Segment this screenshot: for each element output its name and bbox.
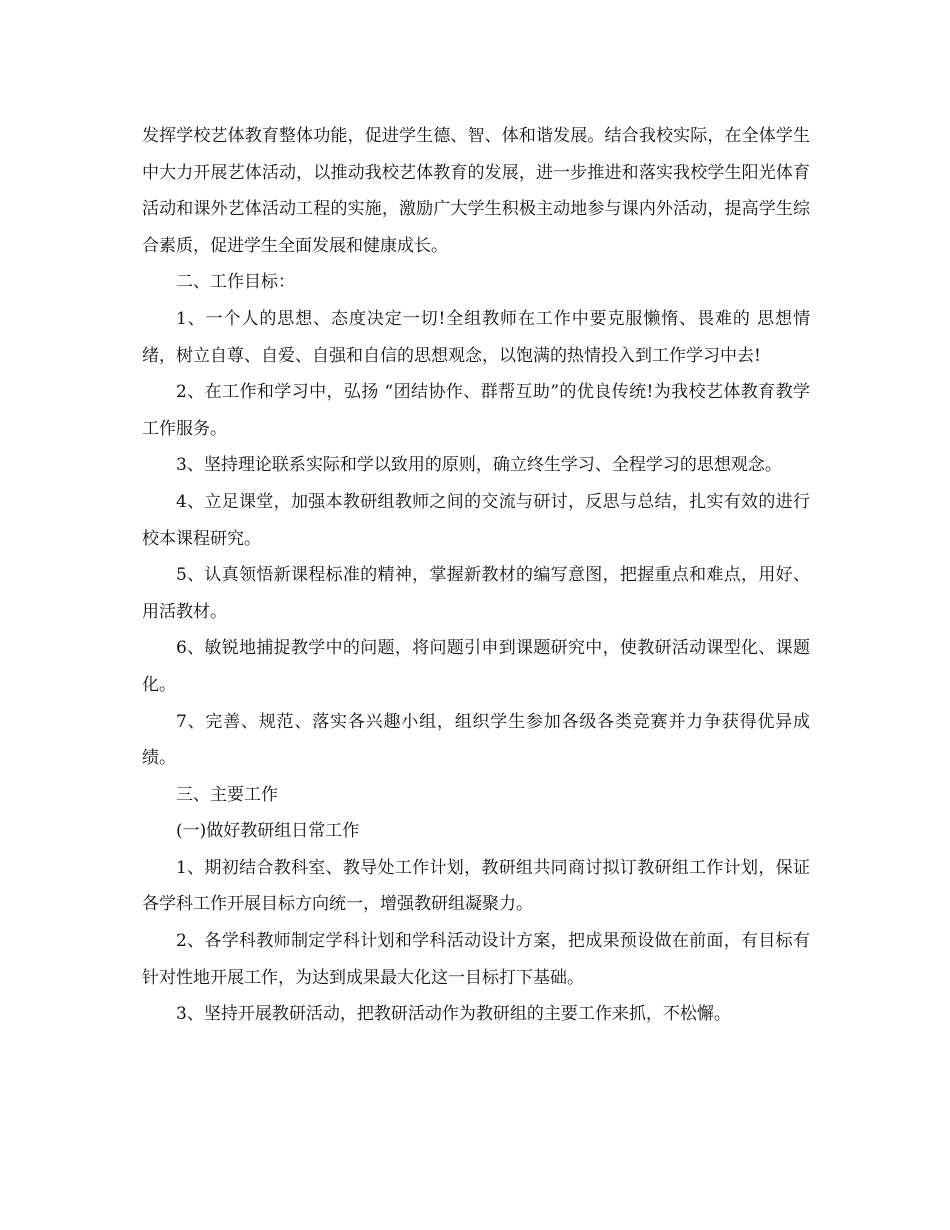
paragraph-work-3: 3、坚持开展教研活动，把教研活动作为教研组的主要工作来抓，不松懈。 [176, 1004, 731, 1025]
paragraph-goal-4: 4、立足课堂，加强本教研组教师之间的交流与研讨，反思与总结，扎实有效的进行校本课程研究。 [142, 491, 810, 549]
paragraph-goal-6: 6、敏锐地捕捉教学中的问题，将问题引申到课题研究中，使教研活动课型化、课题化。 [142, 638, 810, 695]
document-body [142, 118, 810, 1033]
paragraph-goal-2: 2、在工作和学习中，弘扬 “团结协作、群帮互助”的优良传统!为我校艺体教育教学工作服务。 [142, 382, 810, 439]
paragraph-goal-5: 5、认真领悟新课程标准的精神，掌握新教材的编写意图，把握重点和难点，用好、用活教材。 [142, 565, 810, 622]
paragraph-goal-3: 3、坚持理论联系实际和学以致用的原则，确立终生学习、全程学习的思想观念。 [176, 455, 782, 476]
paragraph-intro: 发挥学校艺体教育整体功能，促进学生德、智、体和谐发展。结合我校实际，在全体学生中大力开展艺体活动，以推动我校艺体教育的发展，进一步推进和落实我校学生阳光体育活动和课外艺体活动工程的实施，激励广大学生积极主动地参与课内外活动，提高学生综合素质，促进学生全面发展和健康成长。 [142, 126, 810, 256]
subsection-heading-daily-work: (一)做好教研组日常工作 [176, 821, 360, 842]
paragraph-work-2: 2、各学科教师制定学科计划和学科活动设计方案，把成果预设做在前面，有目标有针对性地开展工作，为达到成果最大化这一目标打下基础。 [142, 931, 810, 988]
section-heading-main-work: 三、主要工作 [176, 784, 278, 805]
paragraph-work-1: 1、期初结合教科室、教导处工作计划，教研组共同商讨拟订教研组工作计划，保证各学科工作开展目标方向统一，增强教研组凝聚力。 [142, 857, 810, 915]
paragraph-goal-1: 1、一个人的思想、态度决定一切!全组教师在工作中要克服懒惰、畏难的 思想情绪，树立自尊、自爱、自强和自信的思想观念，以饱满的热情投入到工作学习中去! [142, 308, 810, 366]
paragraph-goal-7: 7、完善、规范、落实各兴趣小组，组织学生参加各级各类竞赛并力争获得优异成绩。 [142, 711, 810, 769]
section-heading-work-goals: 二、工作目标： [176, 272, 295, 293]
